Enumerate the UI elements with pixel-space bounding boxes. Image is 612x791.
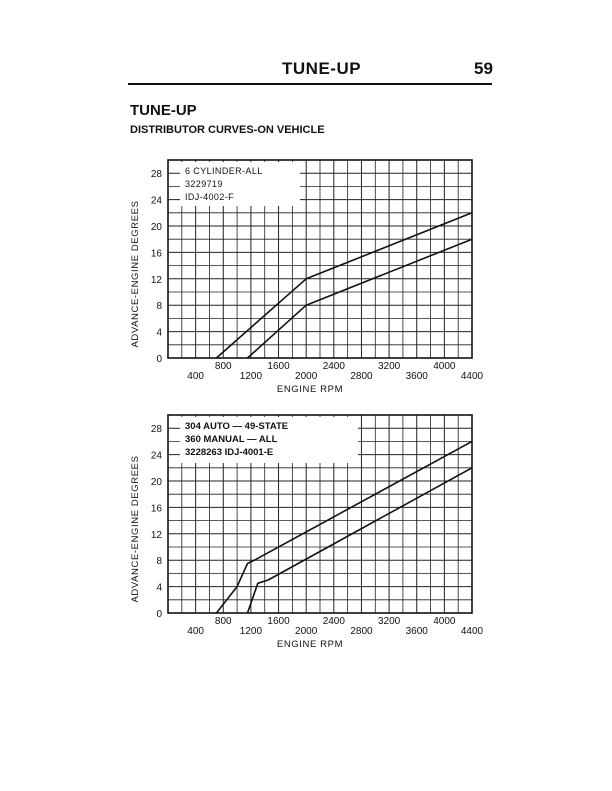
y-tick-label: 0 [156, 609, 162, 620]
header-title: TUNE-UP [282, 59, 362, 78]
legend-line: 3229719 [185, 179, 223, 189]
x-tick-label: 3200 [377, 361, 401, 372]
y-tick-label: 24 [150, 195, 162, 207]
x-tick-label: 2800 [350, 371, 373, 382]
x-tick-label: 400 [187, 626, 204, 637]
x-tick-label: 4400 [460, 626, 484, 637]
y-tick-label: 28 [150, 424, 162, 436]
x-tick-label: 4000 [433, 616, 456, 627]
x-tick-label: 1600 [267, 361, 290, 372]
legend-line: 3228263 IDJ-4001-E [185, 447, 274, 458]
x-tick-label: 2400 [322, 361, 345, 372]
x-tick-label: 800 [214, 616, 232, 627]
y-axis-label: ADVANCE-ENGINE DEGREES [130, 455, 141, 603]
x-tick-label: 3600 [405, 371, 428, 382]
y-tick-label: 4 [156, 327, 162, 339]
legend-line: 304 AUTO — 49-STATE [185, 421, 289, 432]
y-tick-label: 24 [150, 450, 162, 462]
x-tick-label: 3200 [377, 616, 401, 627]
x-tick-label: 2000 [295, 626, 318, 637]
y-tick-label: 20 [150, 222, 162, 233]
series-line-1 [216, 213, 472, 358]
y-tick-label: 0 [156, 354, 162, 365]
y-axis-label: ADVANCE-ENGINE DEGREES [130, 200, 141, 348]
x-tick-label: 1200 [239, 371, 263, 382]
x-tick-label: 2000 [295, 371, 318, 382]
y-tick-label: 12 [150, 529, 162, 541]
x-tick-label: 2800 [350, 626, 373, 637]
x-tick-label: 800 [214, 361, 232, 372]
x-tick-label: 4400 [460, 371, 484, 382]
x-tick-label: 3600 [405, 626, 428, 637]
x-tick-label: 1600 [267, 616, 290, 627]
section-subtitle: DISTRIBUTOR CURVES-ON VEHICLE [130, 124, 325, 136]
y-tick-label: 16 [150, 503, 162, 515]
legend-box [180, 417, 358, 463]
y-tick-label: 8 [156, 301, 162, 313]
y-tick-label: 8 [156, 556, 162, 568]
y-tick-label: 4 [156, 582, 162, 594]
legend-line: IDJ-4002-F [185, 192, 235, 202]
distributor-curve-chart-304-360 [0, 405, 612, 650]
x-tick-label: 400 [187, 371, 204, 382]
distributor-curve-chart-6-cylinder [0, 150, 612, 395]
series-line-2 [248, 468, 473, 613]
legend-box [180, 162, 300, 206]
x-tick-label: 1200 [239, 626, 263, 637]
y-tick-label: 16 [150, 248, 162, 260]
x-tick-label: 2400 [322, 616, 345, 627]
legend-line: 360 MANUAL — ALL [185, 434, 278, 445]
y-tick-label: 12 [150, 274, 162, 286]
series-line-1 [216, 441, 472, 613]
section-title: TUNE-UP [130, 102, 197, 119]
y-tick-label: 20 [150, 477, 162, 488]
x-axis-label: ENGINE RPM [276, 639, 344, 650]
page-number: 59 [474, 59, 493, 78]
y-tick-label: 28 [150, 169, 162, 181]
x-tick-label: 4000 [433, 361, 456, 372]
x-axis-label: ENGINE RPM [276, 384, 344, 395]
legend-line: 6 CYLINDER-ALL [185, 166, 263, 176]
header-rule [128, 83, 492, 85]
